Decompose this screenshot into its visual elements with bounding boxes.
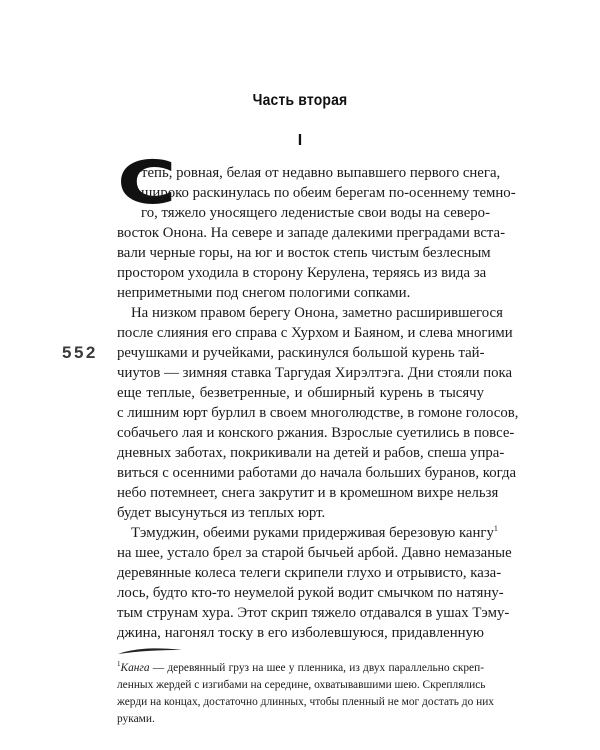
footnote-line: руками.	[117, 713, 155, 725]
drop-cap-letter: С	[117, 148, 177, 218]
body-line: собачьего лая и конского ржания. Взрослые суетились в повсе-	[117, 425, 515, 441]
footnote-term: Канга	[120, 662, 150, 674]
body-line: широко раскинулась по обеим берегам по-осеннему темно-	[141, 185, 516, 201]
body-line: после слияния его справа с Хурхом и Баяном, и слева многими	[117, 325, 513, 341]
body-line: лось, будто кто-то неумелой рукой водит смычком по натяну-	[117, 585, 504, 601]
body-line	[131, 523, 498, 543]
footnote-separator	[117, 645, 183, 657]
body-line: тым струнам хура. Этот скрип тяжело отдавался в ушах Тэму-	[117, 605, 510, 621]
body-line: вали черные горы, на юг и восток степь чистым безлесным	[117, 245, 491, 261]
footnote-line: жерди на концах, достаточно длинных, чтобы пленный не мог достать до них	[117, 696, 495, 708]
part-title: Часть вторая	[252, 92, 348, 109]
body-line: го, тяжело уносящего леденистые свои воды на северо-	[141, 205, 490, 221]
body-line: деревянные колеса телеги скрипели глухо и отрывисто, каза-	[117, 565, 502, 581]
body-line: тепь, ровная, белая от недавно выпавшего первого снега,	[141, 165, 501, 181]
drop-cap	[117, 148, 177, 218]
body-line: джина, нагонял тоску в его изболевшуюся, придавленную	[117, 625, 484, 641]
chapter-number: I	[297, 132, 303, 149]
body-line-text: Тэмуджин, обеими руками придерживая березовую кангу	[131, 525, 494, 541]
body-line: неприметными под снегом пологими сопками.	[117, 285, 411, 301]
body-line: небо потемнеет, снега закрутит и в кромешном вихре нельзя	[117, 485, 499, 501]
body-line: простором уходила в сторону Керулена, теряясь из вида за	[117, 265, 487, 281]
body-line: будет высунуться из теплых юрт.	[117, 505, 326, 521]
body-line: речушками и ручейками, раскинулся большой курень тай-	[117, 345, 485, 361]
body-line: восток Онона. На севере и западе далекими преградами вста-	[117, 225, 506, 241]
footnote-line: ленных жердей с изгибами на середине, охватывавшими шею. Скреплялись	[117, 679, 486, 691]
body-line: На низком правом берегу Онона, заметно расширившегося	[131, 305, 503, 321]
body-line: чиутов — зимняя ставка Таргудая Хирэлтэга. Дни стояли пока	[117, 365, 513, 381]
body-line: на шее, устало брел за старой бычьей арбой. Давно немазаные	[117, 545, 512, 561]
footnote-reference[interactable]: 1	[493, 524, 498, 534]
body-line: дневных заботах, покрикивали на детей и рабов, спеша упра-	[117, 445, 505, 461]
body-line: с лишним юрт бурлил в своем многолюдстве, в гомоне голосов,	[117, 405, 519, 421]
footnote-line	[117, 660, 484, 677]
footnote-text: — деревянный груз на шее у пленника, из двух параллельно скреп-	[149, 662, 484, 674]
body-line: еще теплые, безветренные, и обширный курень в тысячу	[117, 385, 484, 401]
footnote-marker: 1	[117, 660, 121, 669]
page-number: 552	[62, 343, 98, 362]
body-line: виться с осенними работами до начала больших буранов, когда	[117, 465, 517, 481]
